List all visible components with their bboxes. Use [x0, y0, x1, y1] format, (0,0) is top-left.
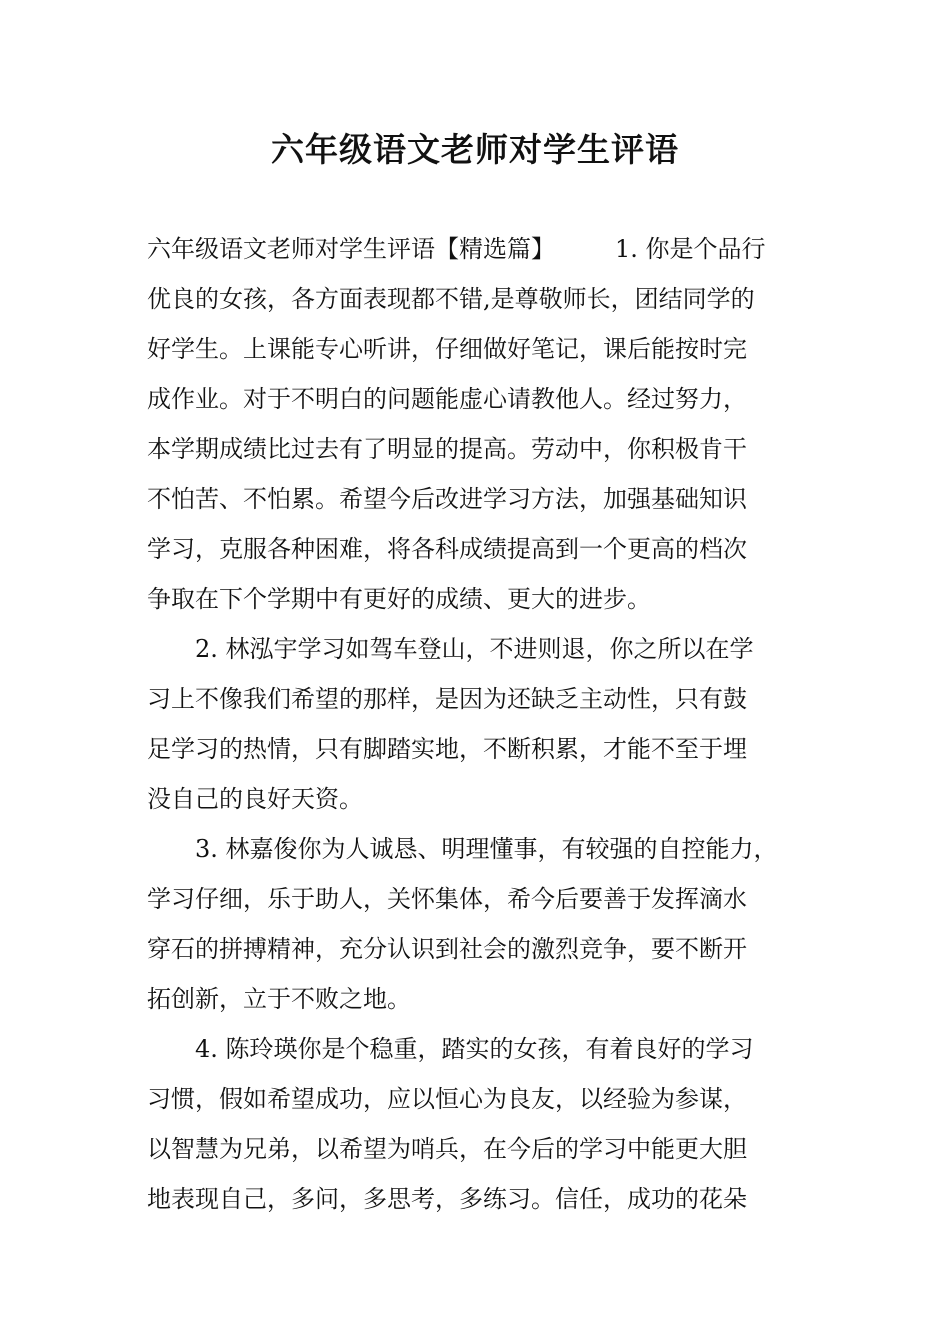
paragraph-line: 地表现自己，多问，多思考，多练习。信任，成功的花朵: [147, 1185, 747, 1213]
paragraph-line: 足学习的热情，只有脚踏实地，不断积累，才能不至于埋: [147, 735, 747, 763]
paragraph-line: 本学期成绩比过去有了明显的提高。劳动中，你积极肯干: [147, 435, 747, 463]
paragraph-line: 习惯，假如希望成功，应以恒心为良友，以经验为参谋，: [147, 1085, 747, 1113]
paragraph-line: 成作业。对于不明白的问题能虚心请教他人。经过努力，: [147, 385, 747, 413]
paragraph-line: 3. 林嘉俊你为人诚恳、明理懂事，有较强的自控能力，: [195, 835, 778, 863]
paragraph-line: 拓创新，立于不败之地。: [147, 985, 411, 1013]
paragraph-line: 学习仔细，乐于助人，关怀集体，希今后要善于发挥滴水: [147, 885, 747, 913]
paragraph-line: 2. 林泓宇学习如驾车登山，不进则退，你之所以在学: [195, 635, 754, 663]
paragraph-line: 穿石的拼搏精神，充分认识到社会的激烈竞争，要不断开: [147, 935, 747, 963]
paragraph-line: 不怕苦、不怕累。希望今后改进学习方法，加强基础知识: [147, 485, 747, 513]
document-title: 六年级语文老师对学生评语: [271, 130, 679, 169]
paragraph-line: 好学生。上课能专心听讲，仔细做好笔记，课后能按时完: [147, 335, 747, 363]
paragraph-line: 学习，克服各种困难，将各科成绩提高到一个更高的档次: [147, 535, 747, 563]
paragraph-line: 优良的女孩，各方面表现都不错,是尊敬师长，团结同学的: [147, 285, 755, 313]
paragraph-line: 争取在下个学期中有更好的成绩、更大的进步。: [147, 585, 651, 613]
paragraph-line: 六年级语文老师对学生评语【精选篇】 1. 你是个品行: [147, 235, 766, 263]
paragraph-line: 习上不像我们希望的那样，是因为还缺乏主动性，只有鼓: [147, 685, 747, 713]
paragraph-line: 4. 陈玲瑛你是个稳重，踏实的女孩，有着良好的学习: [195, 1035, 754, 1063]
paragraph-line: 以智慧为兄弟，以希望为哨兵，在今后的学习中能更大胆: [147, 1135, 747, 1163]
paragraph-line: 没自己的良好天资。: [147, 785, 363, 813]
